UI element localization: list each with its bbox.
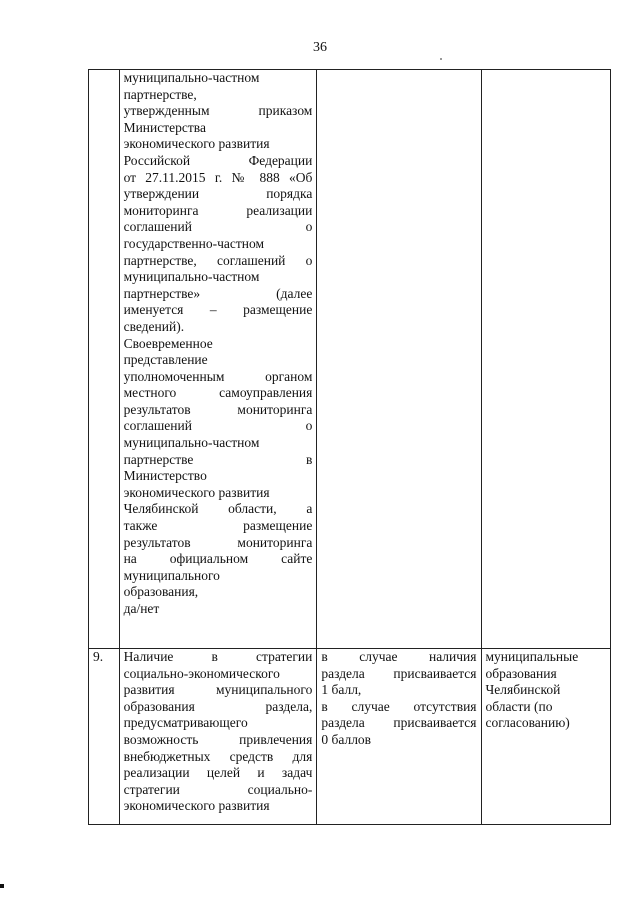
text-line: стратегии социально-	[123, 781, 313, 797]
text-line: раздела присваивается	[321, 665, 477, 681]
text-line: от 27.11.2015 г. № 888 «Об	[123, 169, 313, 185]
text-line: сведений).	[123, 318, 185, 334]
text-line: на официальном сайте	[123, 551, 313, 567]
text-line: партнерстве,	[123, 86, 197, 102]
text-line: местного самоуправления	[123, 385, 313, 401]
text-line: образования раздела,	[123, 698, 313, 714]
criteria-table	[88, 69, 611, 825]
row-number-cell	[89, 70, 120, 649]
text-line: 1 балл,	[321, 682, 362, 698]
text-line: экономического развития	[123, 484, 270, 500]
text-line: Челябинской	[485, 682, 561, 698]
text-line: 0 баллов	[321, 731, 372, 747]
text-line: экономического развития	[123, 798, 270, 814]
text-line: Наличие в стратегии	[123, 649, 313, 664]
text-line: социально-экономического	[123, 665, 280, 681]
text-line: раздела присваивается	[321, 715, 477, 731]
scoring-cell	[317, 70, 481, 649]
text-line: муниципально-частном	[123, 70, 260, 85]
page-number: 36	[313, 40, 327, 55]
text-line: утвержденным приказом	[123, 103, 313, 119]
text-line: Своевременное	[123, 335, 213, 351]
text-line: развития муниципального	[123, 682, 313, 698]
text-line: в случае наличия	[321, 649, 477, 664]
text-line: внебюджетных средств для	[123, 748, 313, 764]
table-row	[89, 649, 611, 825]
text-line: муниципальные	[485, 649, 579, 664]
text-line: реализации целей и задач	[123, 765, 313, 781]
text-line: образования	[485, 665, 557, 681]
text-line: результатов мониторинга	[123, 534, 313, 550]
text-line: образования,	[123, 584, 199, 600]
text-line: соглашений о	[123, 418, 313, 434]
text-line: уполномоченным органом	[123, 368, 313, 384]
text-line: партнерстве» (далее	[123, 285, 313, 301]
object-cell	[481, 649, 611, 825]
text-line: экономического развития	[123, 136, 270, 152]
text-line: предусматривающего	[123, 715, 248, 731]
scan-mark	[0, 884, 4, 888]
criterion-cell	[119, 649, 317, 825]
scan-speck	[440, 58, 442, 60]
text-line: возможность привлечения	[123, 731, 313, 747]
scoring-cell	[317, 649, 481, 825]
text-line: мониторинга реализации	[123, 202, 313, 218]
text-line: также размещение	[123, 518, 313, 534]
text-line: соглашений о	[123, 219, 313, 235]
text-line: партнерстве, соглашений о	[123, 252, 313, 268]
text-line: представление	[123, 352, 208, 368]
object-cell	[481, 70, 611, 649]
criterion-cell	[119, 70, 317, 649]
text-line: муниципально-частном	[123, 435, 260, 451]
text-line: муниципального	[123, 567, 220, 583]
text-line: именуется – размещение	[123, 302, 313, 318]
text-line: согласованию)	[485, 715, 570, 731]
text-line: партнерстве в	[123, 451, 313, 467]
table-row	[89, 70, 611, 649]
text-line: в случае отсутствия	[321, 698, 477, 714]
text-line: области (по	[485, 698, 553, 714]
text-line: результатов мониторинга	[123, 401, 313, 417]
text-line: государственно-частном	[123, 235, 264, 251]
row-number-cell: 9.	[89, 649, 120, 825]
text-line: утверждении порядка	[123, 186, 313, 202]
text-line: муниципально-частном	[123, 269, 260, 285]
text-line: Министерство	[123, 468, 207, 484]
text-line: Российской Федерации	[123, 152, 313, 168]
text-line: да/нет	[123, 601, 160, 616]
text-line: Челябинской области, а	[123, 501, 313, 517]
text-line: Министерства	[123, 119, 206, 135]
